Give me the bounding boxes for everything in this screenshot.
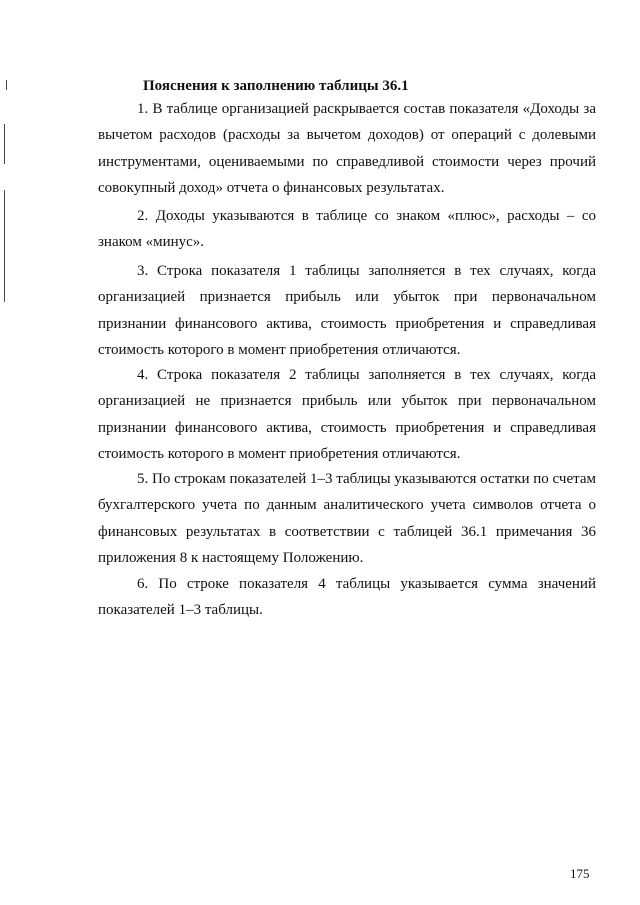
- scan-edge-mark: [6, 80, 7, 90]
- paragraph-5: 5. По строкам показателей 1–3 таблицы указываются остатки по счетам бухгалтерского учета по данным аналитического учета символов отчета о финансовых результатах в соответствии с таблицей 36.1 примечания 36 приложения 8 к настоящему Положению.: [98, 471, 596, 567]
- paragraph-1: 1. В таблице организацией раскрывается состав показателя «Доходы за вычетом расходов (расходы за вычетом доходов) от операций с долевыми инструментами, оцениваемыми по справедливой стоимости через прочий совокупный доход» отчета о финансовых результатах.: [98, 101, 596, 197]
- scan-edge-mark: [4, 190, 5, 302]
- paragraph-3: 3. Строка показателя 1 таблицы заполняется в тех случаях, когда организацией признается прибыль или убыток при первоначальном признании финансового актива, стоимость приобретения и справедливая стоимость которого в момент приобретения отличаются.: [98, 263, 596, 359]
- section-heading: Пояснения к заполнению таблицы 36.1: [143, 78, 409, 94]
- paragraph-6: 6. По строке показателя 4 таблицы указывается сумма значений показателей 1–3 таблицы.: [98, 576, 596, 619]
- paragraph-2: 2. Доходы указываются в таблице со знаком «плюс», расходы – со знаком «минус».: [98, 208, 596, 251]
- scan-edge-mark: [4, 124, 5, 164]
- page-number: 175: [570, 866, 590, 881]
- paragraph-4: 4. Строка показателя 2 таблицы заполняется в тех случаях, когда организацией не признается прибыль или убыток при первоначальном признании финансового актива, стоимость приобретения и справедливая стоимость которого в момент приобретения отличаются.: [98, 367, 596, 463]
